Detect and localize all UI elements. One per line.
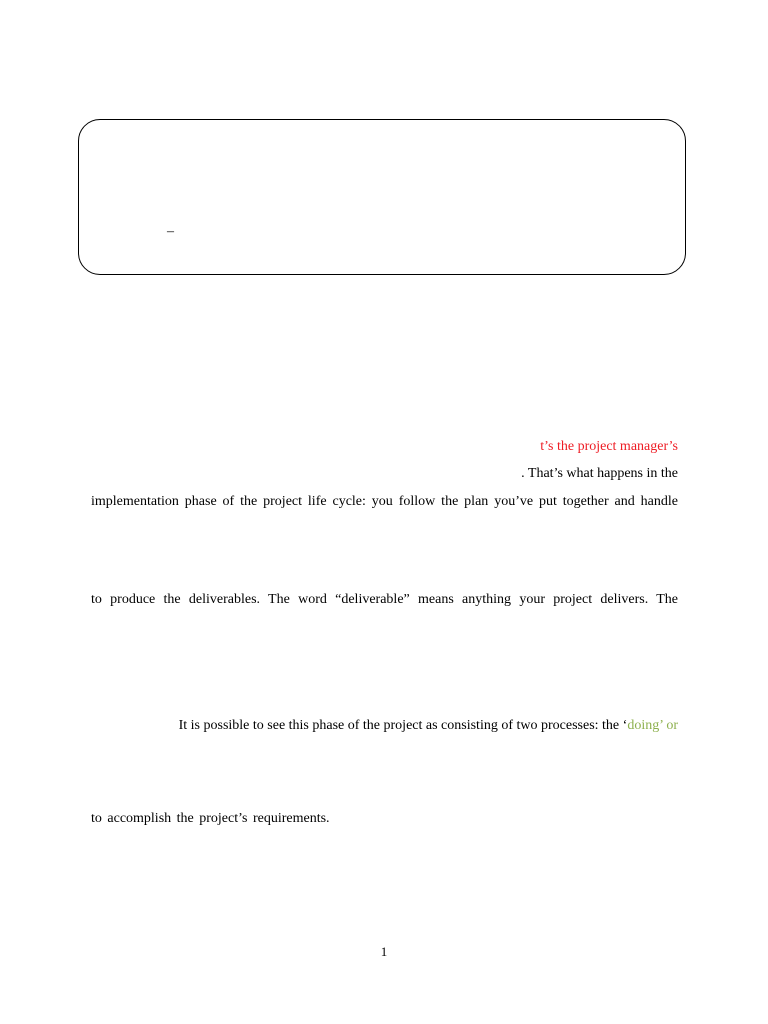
- body-line-4: to produce the deliverables. The word “deliverable” means anything your project delivers. The: [91, 592, 678, 607]
- body-line-red-phrase: [91, 438, 678, 456]
- title-box: [78, 119, 686, 275]
- body-line-6: to accomplish the project’s requirements.: [91, 811, 330, 826]
- body-line-3: implementation phase of the project life cycle: you follow the plan you’ve put together and handle: [91, 494, 678, 509]
- red-phrase: t’s the project manager’s: [540, 439, 678, 454]
- page-number: 1: [380, 944, 388, 959]
- body-line-5-text: It is possible to see this phase of the project as consisting of two processes: the ‘: [178, 718, 628, 733]
- body-line-2: [91, 465, 678, 483]
- title-box-dash: –: [167, 224, 174, 239]
- body-line-2-text: . That’s what happens in the: [521, 466, 678, 481]
- body-line-5: [135, 717, 678, 735]
- green-phrase: doing’ or: [627, 718, 678, 733]
